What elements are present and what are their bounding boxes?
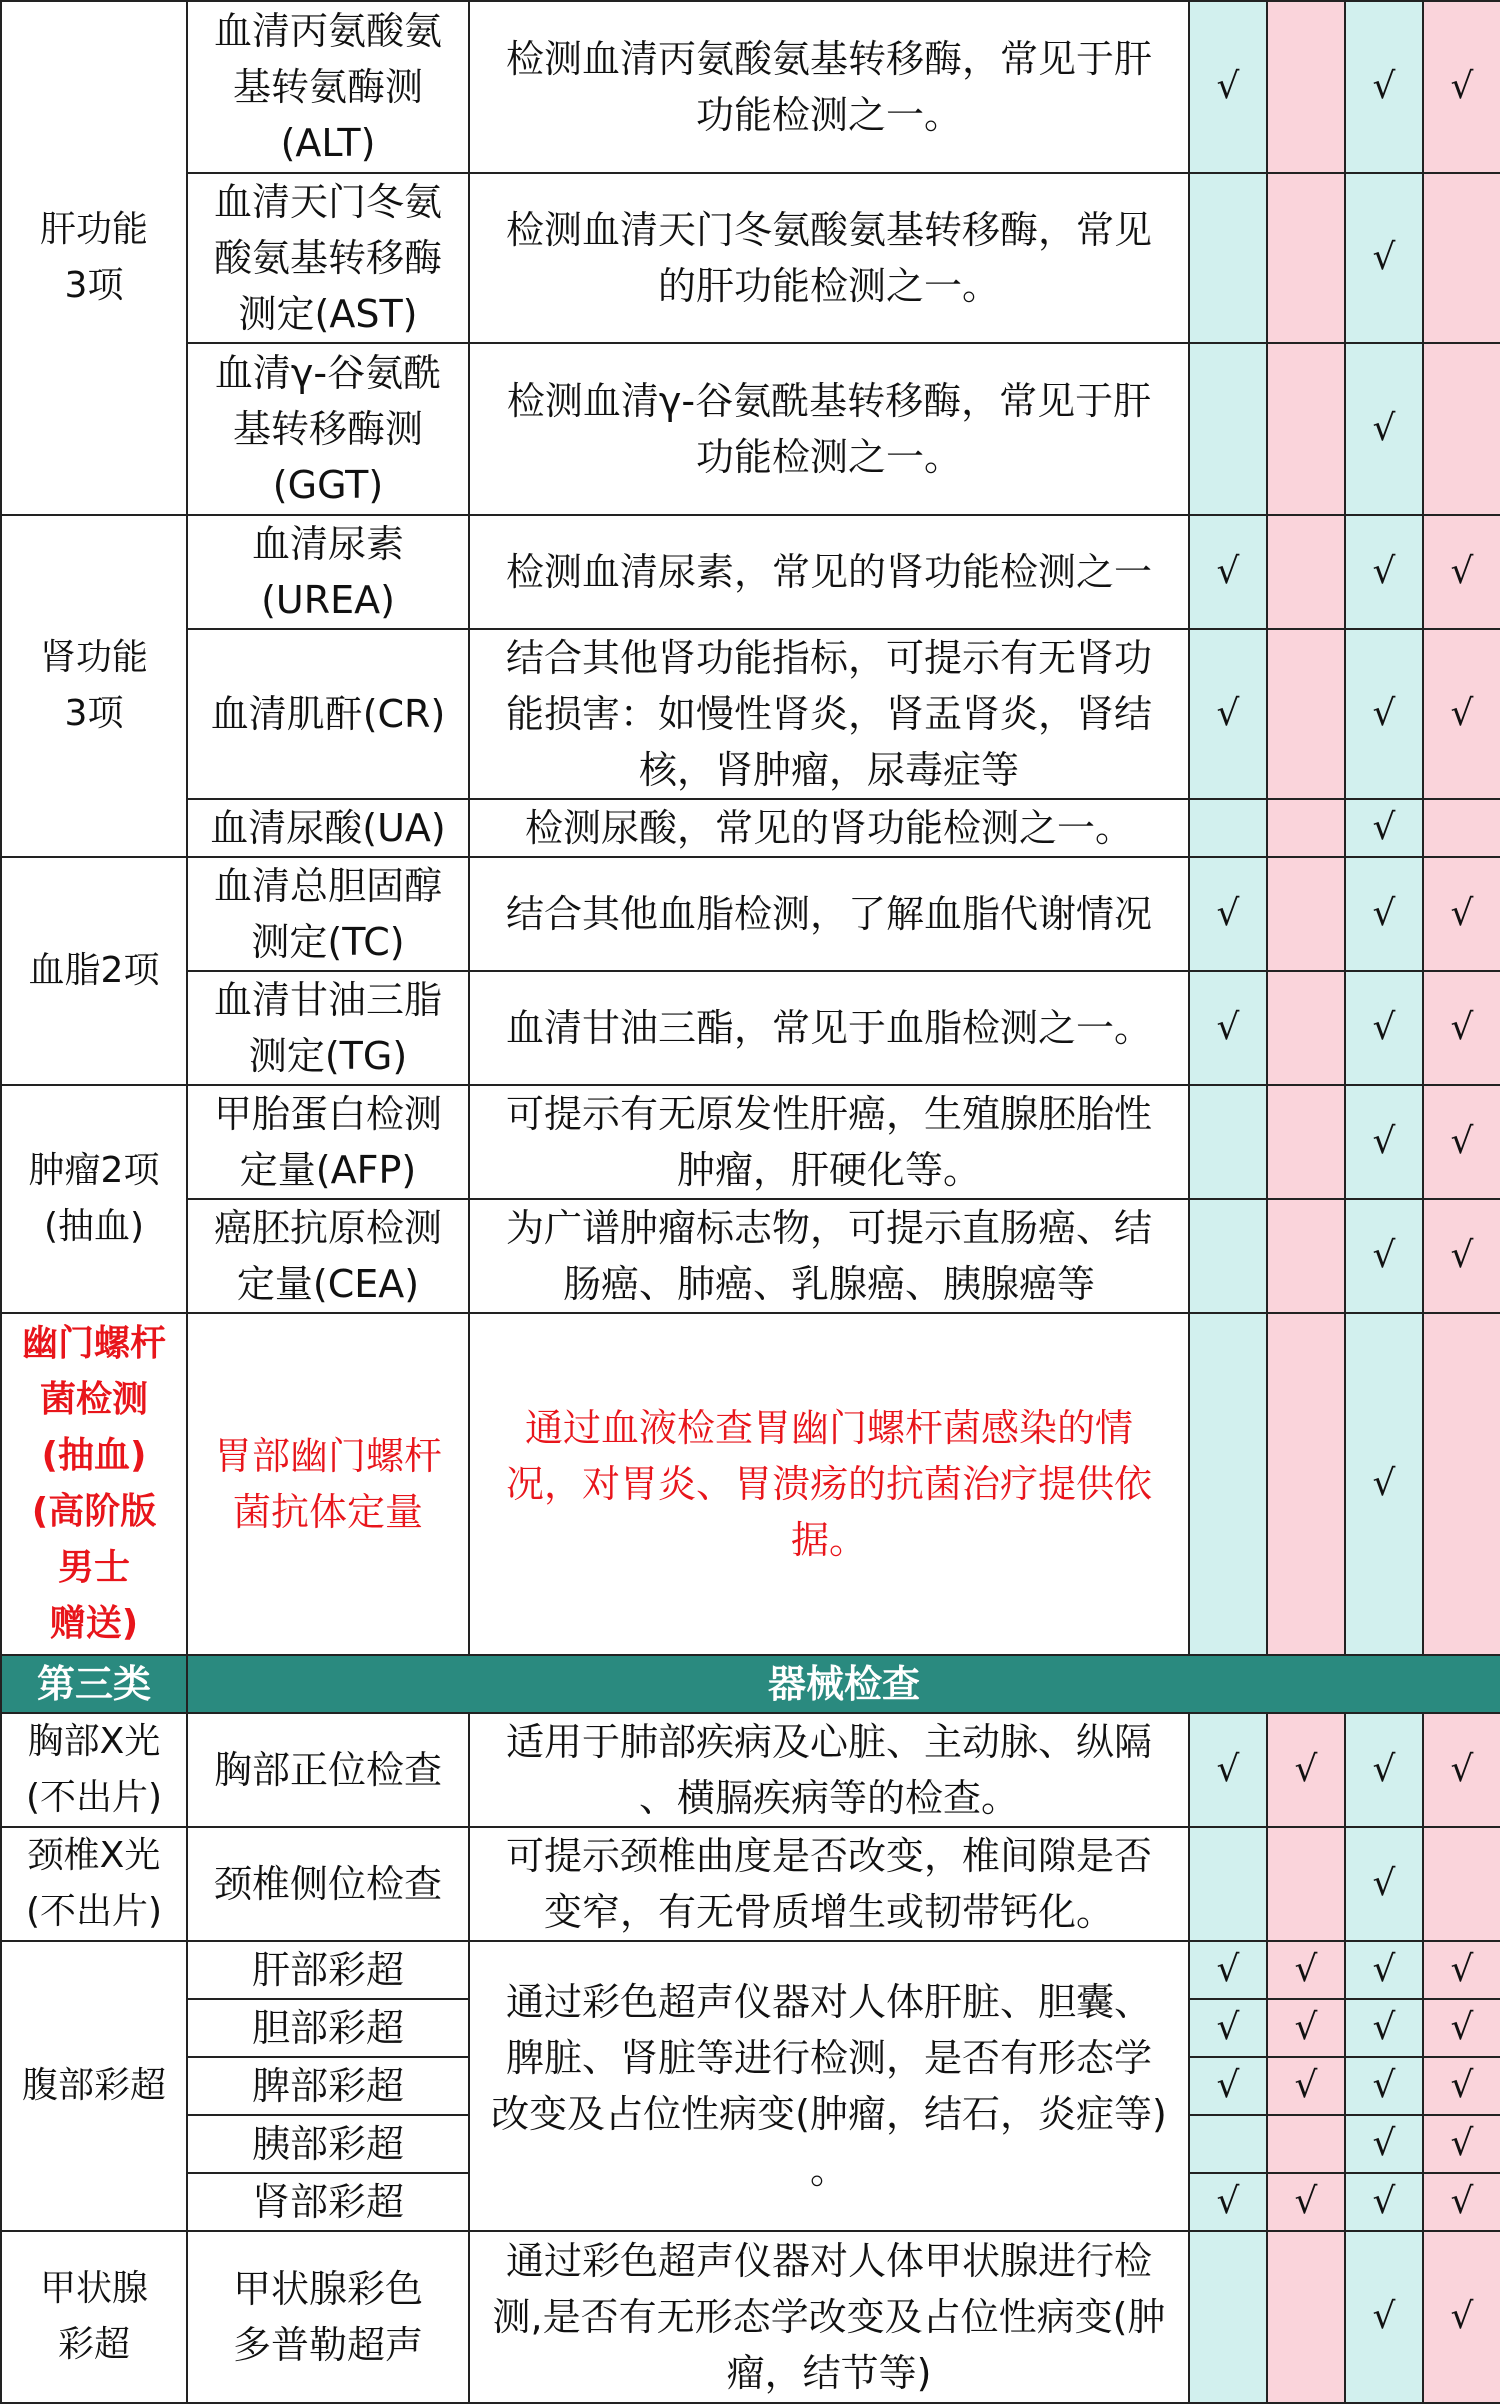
empty-check-cell [1267, 173, 1345, 343]
table-row [1, 1941, 1500, 1999]
table-row [1, 971, 1500, 1085]
text-line: 菌检测 [39, 1379, 148, 1420]
check-mark: √ [1345, 515, 1423, 629]
text-line: 彩超 [57, 2324, 130, 2365]
description-cell [469, 1827, 1189, 1941]
text-line: (ALT) [280, 121, 376, 165]
text-line: 血清肌酐(CR) [210, 692, 446, 736]
category-cell [1, 1313, 187, 1655]
text-line: 腹部彩超 [21, 2065, 166, 2106]
description-cell [469, 515, 1189, 629]
text-line: 通过彩色超声仪器对人体甲状腺进行检 [505, 2239, 1152, 2283]
description-cell [469, 1085, 1189, 1199]
item-name-cell [187, 515, 469, 629]
check-mark: √ [1189, 1941, 1267, 1999]
check-mark: √ [1189, 629, 1267, 799]
table-row [1, 629, 1500, 799]
empty-check-cell [1189, 799, 1267, 857]
empty-check-cell [1423, 1313, 1500, 1655]
text-line: 3项 [64, 693, 124, 734]
check-mark: √ [1423, 2231, 1500, 2403]
text-line: (高阶版 [31, 1491, 157, 1532]
text-line: 肝功能 [39, 209, 148, 250]
empty-check-cell [1267, 515, 1345, 629]
text-line: (不出片) [25, 1891, 163, 1932]
text-line: 检测尿酸，常见的肾功能检测之一。 [524, 806, 1133, 850]
empty-check-cell [1423, 173, 1500, 343]
check-mark: √ [1345, 2057, 1423, 2115]
check-mark: √ [1189, 1713, 1267, 1827]
text-line: 肾功能 [39, 637, 148, 678]
check-mark: √ [1345, 1313, 1423, 1655]
text-line: 幽门螺杆 [21, 1323, 166, 1364]
text-line: 甲状腺彩色 [232, 2267, 423, 2311]
text-line: 测定(AST) [238, 292, 418, 336]
text-line: 基转氨酶测 [232, 65, 423, 109]
table-row [1, 2231, 1500, 2403]
text-line: 血清总胆固醇 [213, 864, 442, 908]
text-line: 的肝功能检测之一。 [657, 264, 1000, 308]
text-line: 、横膈疾病等的检查。 [638, 1776, 1019, 1820]
text-line: 检测血清尿素，常见的肾功能检测之一 [505, 550, 1152, 594]
text-line: 血脂2项 [28, 950, 160, 991]
check-mark: √ [1345, 1713, 1423, 1827]
text-line: 基转移酶测 [232, 407, 423, 451]
check-mark: √ [1345, 1, 1423, 173]
item-name-cell [187, 1199, 469, 1313]
text-line: 血清甘油三脂 [213, 978, 442, 1022]
empty-check-cell [1267, 1827, 1345, 1941]
description-cell [469, 857, 1189, 971]
text-line: 血清丙氨酸氨 [213, 9, 442, 53]
item-name-cell [187, 343, 469, 515]
text-line: 菌抗体定量 [232, 1490, 423, 1534]
description-cell [469, 173, 1189, 343]
item-name-cell [187, 1085, 469, 1199]
check-mark: √ [1345, 2115, 1423, 2173]
check-mark: √ [1267, 1999, 1345, 2057]
check-mark: √ [1189, 515, 1267, 629]
item-name-cell [187, 1, 469, 173]
text-line: 为广谱肿瘤标志物，可提示直肠癌、结 [505, 1206, 1152, 1250]
text-line: 多普勒超声 [232, 2323, 423, 2367]
check-mark: √ [1189, 971, 1267, 1085]
empty-check-cell [1267, 971, 1345, 1085]
text-line: 瘤，结节等) [726, 2351, 932, 2395]
check-mark: √ [1423, 857, 1500, 971]
description-cell [469, 1941, 1189, 2231]
text-line: 能损害：如慢性肾炎，肾盂肾炎，肾结 [505, 692, 1152, 736]
empty-check-cell [1423, 1827, 1500, 1941]
table-row [1, 1313, 1500, 1655]
check-mark: √ [1345, 971, 1423, 1085]
check-mark: √ [1423, 515, 1500, 629]
item-name-cell: 胆部彩超 [187, 1999, 469, 2057]
category-cell [1, 1, 187, 515]
empty-check-cell [1267, 1085, 1345, 1199]
item-name-cell [187, 857, 469, 971]
empty-check-cell [1189, 173, 1267, 343]
item-name-cell [187, 629, 469, 799]
text-line: (抽血) [43, 1206, 145, 1247]
table-row [1, 1, 1500, 173]
text-line: (抽血) [41, 1435, 147, 1476]
item-name-cell [187, 1313, 469, 1655]
text-line: 通过彩色超声仪器对人体肝脏、胆囊、 [505, 1980, 1152, 2024]
check-mark: √ [1267, 2173, 1345, 2231]
table-row [1, 799, 1500, 857]
table-row [1, 343, 1500, 515]
description-cell [469, 343, 1189, 515]
check-mark: √ [1189, 2057, 1267, 2115]
text-line: 男士 [57, 1547, 130, 1588]
category-cell [1, 2231, 187, 2403]
check-mark: √ [1345, 629, 1423, 799]
check-mark: √ [1345, 173, 1423, 343]
text-line: 检测血清天门冬氨酸氨基转移酶，常见 [505, 208, 1152, 252]
check-mark: √ [1423, 2115, 1500, 2173]
empty-check-cell [1267, 1313, 1345, 1655]
table-row [1, 173, 1500, 343]
table-row [1, 1713, 1500, 1827]
text-line: 改变及占位性病变(肿瘤，结石，炎症等) [491, 2092, 1167, 2136]
item-name-cell [187, 1713, 469, 1827]
item-name-cell [187, 173, 469, 343]
check-mark: √ [1345, 2231, 1423, 2403]
text-line: 况，对胃炎、胃溃疡的抗菌治疗提供依 [505, 1462, 1152, 1506]
text-line: 测,是否有无形态学改变及占位性病变(肿 [492, 2295, 1166, 2339]
text-line: 甲状腺 [39, 2268, 148, 2309]
empty-check-cell [1267, 2115, 1345, 2173]
item-name-cell: 肝部彩超 [187, 1941, 469, 1999]
check-mark: √ [1345, 1199, 1423, 1313]
check-mark: √ [1345, 1085, 1423, 1199]
check-mark: √ [1423, 1713, 1500, 1827]
section-title: 器械检查 [187, 1655, 1500, 1713]
category-cell [1, 857, 187, 1085]
check-mark: √ [1423, 2173, 1500, 2231]
category-cell [1, 1085, 187, 1313]
text-line: 血清γ-谷氨酰 [214, 351, 442, 395]
check-mark: √ [1189, 1, 1267, 173]
category-cell [1, 1827, 187, 1941]
text-line: 可提示有无原发性肝癌，生殖腺胚胎性 [505, 1092, 1152, 1136]
text-line: 酸氨基转移酶 [213, 236, 442, 280]
check-mark: √ [1345, 857, 1423, 971]
check-mark: √ [1345, 343, 1423, 515]
empty-check-cell [1189, 1827, 1267, 1941]
empty-check-cell [1189, 1313, 1267, 1655]
text-line: 测定(TC) [251, 920, 405, 964]
check-mark: √ [1345, 1827, 1423, 1941]
text-line: 胸部X光 [27, 1721, 161, 1762]
check-mark: √ [1267, 1941, 1345, 1999]
text-line: 胃部幽门螺杆 [213, 1434, 442, 1478]
text-line: 据。 [790, 1518, 867, 1562]
category-cell [1, 515, 187, 857]
empty-check-cell [1189, 2231, 1267, 2403]
text-line: 肿瘤2项 [28, 1150, 160, 1191]
check-mark: √ [1345, 2173, 1423, 2231]
check-mark: √ [1423, 1941, 1500, 1999]
empty-check-cell [1267, 2231, 1345, 2403]
text-line: (不出片) [25, 1777, 163, 1818]
table-row [1, 515, 1500, 629]
item-name-cell [187, 2231, 469, 2403]
check-mark: √ [1345, 799, 1423, 857]
item-name-cell [187, 971, 469, 1085]
empty-check-cell [1189, 1085, 1267, 1199]
description-cell [469, 1713, 1189, 1827]
text-line: 胸部正位检查 [213, 1748, 442, 1792]
text-line: 结合其他肾功能指标，可提示有无肾功 [505, 636, 1152, 680]
text-line: 3项 [64, 265, 124, 306]
check-mark: √ [1423, 1, 1500, 173]
text-line: (GGT) [272, 463, 384, 507]
text-line: 可提示颈椎曲度是否改变，椎间隙是否 [505, 1834, 1152, 1878]
description-cell [469, 1, 1189, 173]
description-cell [469, 1199, 1189, 1313]
text-line: 变窄，有无骨质增生或韧带钙化。 [543, 1890, 1114, 1934]
table-row [1, 857, 1500, 971]
check-mark: √ [1345, 1941, 1423, 1999]
empty-check-cell [1423, 343, 1500, 515]
description-cell [469, 1313, 1189, 1655]
empty-check-cell [1423, 799, 1500, 857]
text-line: 肿瘤，肝硬化等。 [676, 1148, 981, 1192]
text-line: 血清尿酸(UA) [210, 806, 446, 850]
description-cell [469, 799, 1189, 857]
section-label: 第三类 [1, 1655, 187, 1713]
check-mark: √ [1345, 1999, 1423, 2057]
table-row [1, 1199, 1500, 1313]
empty-check-cell [1189, 1199, 1267, 1313]
description-cell [469, 971, 1189, 1085]
item-name-cell: 胰部彩超 [187, 2115, 469, 2173]
empty-check-cell [1267, 857, 1345, 971]
empty-check-cell [1267, 343, 1345, 515]
item-name-cell [187, 1827, 469, 1941]
text-line: 癌胚抗原检测 [213, 1206, 442, 1250]
text-line: 血清尿素 [251, 522, 404, 566]
check-mark: √ [1423, 1199, 1500, 1313]
text-line: 定量(AFP) [239, 1148, 417, 1192]
category-cell [1, 1941, 187, 2231]
check-mark: √ [1423, 971, 1500, 1085]
text-line: 肠癌、肺癌、乳腺癌、胰腺癌等 [562, 1262, 1095, 1306]
text-line: 检测血清丙氨酸氨基转移酶，常见于肝 [505, 37, 1152, 81]
text-line: 定量(CEA) [236, 1262, 420, 1306]
text-line: 通过血液检查胃幽门螺杆菌感染的情 [524, 1406, 1133, 1450]
empty-check-cell [1267, 629, 1345, 799]
text-line: 颈椎X光 [27, 1835, 161, 1876]
check-mark: √ [1423, 2057, 1500, 2115]
check-mark: √ [1189, 857, 1267, 971]
check-mark: √ [1189, 1999, 1267, 2057]
category-cell [1, 1713, 187, 1827]
table-row [1, 1085, 1500, 1199]
check-mark: √ [1423, 629, 1500, 799]
text-line: 脾脏、肾脏等进行检测，是否有形态学 [505, 2036, 1152, 2080]
text-line: 赠送) [49, 1603, 139, 1644]
check-mark: √ [1189, 2173, 1267, 2231]
text-line: 甲胎蛋白检测 [213, 1092, 442, 1136]
text-line: 功能检测之一。 [695, 435, 962, 479]
item-name-cell: 脾部彩超 [187, 2057, 469, 2115]
text-line: 适用于肺部疾病及心脏、主动脉、纵隔 [505, 1720, 1152, 1764]
table-row [1, 1827, 1500, 1941]
check-mark: √ [1423, 1085, 1500, 1199]
empty-check-cell [1189, 343, 1267, 515]
description-cell [469, 629, 1189, 799]
check-mark: √ [1267, 2057, 1345, 2115]
item-name-cell: 肾部彩超 [187, 2173, 469, 2231]
text-line: 核，肾肿瘤，尿毒症等 [638, 748, 1019, 792]
empty-check-cell [1267, 1, 1345, 173]
empty-check-cell [1267, 799, 1345, 857]
description-cell [469, 2231, 1189, 2403]
check-mark: √ [1423, 1999, 1500, 2057]
text-line: 血清天门冬氨 [213, 180, 442, 224]
text-line: 颈椎侧位检查 [213, 1862, 442, 1906]
text-line: 血清甘油三酯，常见于血脂检测之一。 [505, 1006, 1152, 1050]
text-line: 。 [809, 2148, 848, 2192]
text-line: 检测血清γ-谷氨酰基转移酶，常见于肝 [506, 379, 1152, 423]
empty-check-cell [1267, 1199, 1345, 1313]
item-name-cell [187, 799, 469, 857]
empty-check-cell [1189, 2115, 1267, 2173]
text-line: (UREA) [261, 578, 395, 622]
text-line: 结合其他血脂检测，了解血脂代谢情况 [505, 892, 1152, 936]
check-mark: √ [1267, 1713, 1345, 1827]
text-line: 功能检测之一。 [695, 93, 962, 137]
text-line: 测定(TG) [248, 1034, 408, 1078]
section-header-row [1, 1655, 1500, 1713]
